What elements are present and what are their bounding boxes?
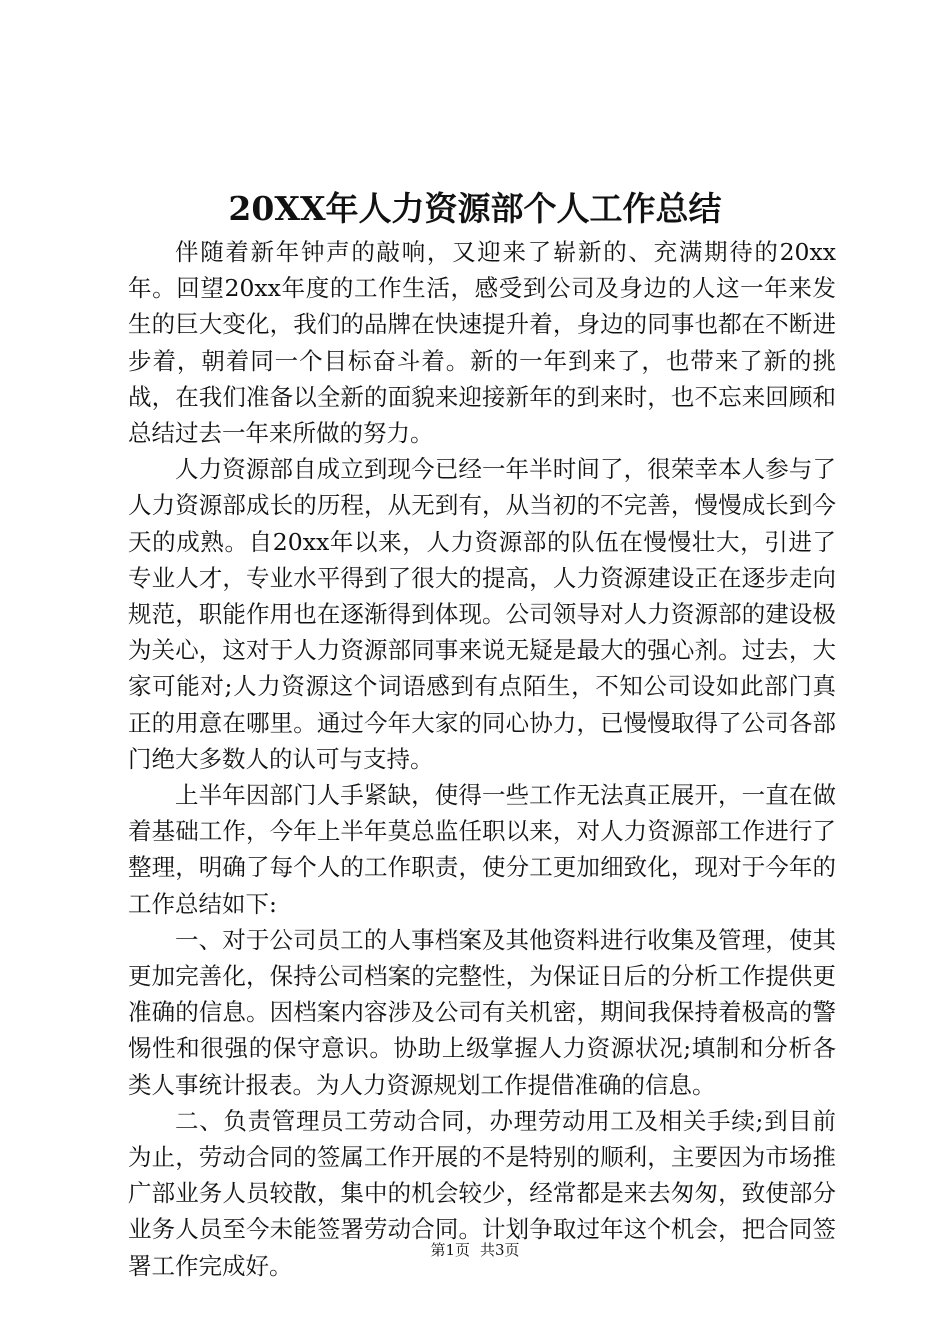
- page-footer: [0, 1240, 950, 1260]
- paragraph: 上半年因部门人手紧缺，使得一些工作无法真正展开，一直在做着基础工作，今年上半年莫总监任职以来，对人力资源部工作进行了整理，明确了每个人的工作职责，使分工更加细致化，现对于今年的工作总结如下:: [128, 781, 836, 918]
- paragraph: 人力资源部自成立到现今已经一年半时间了，很荣幸本人参与了人力资源部成长的历程，从无到有，从当初的不完善，慢慢成长到今天的成熟。自20xx年以来，人力资源部的队伍在慢慢壮大，引进了专业人才，专业水平得到了很大的提高，人力资源建设正在逐步走向规范，职能作用也在逐渐得到体现。公司领导对人力资源部的建设极为关心，这对于人力资源部同事来说无疑是最大的强心剂。过去，大家可能对;人力资源这个词语感到有点陌生，不知公司设如此部门真正的用意在哪里。通过今年大家的同心协力，已慢慢取得了公司各部门绝大多数人的认可与支持。: [128, 455, 836, 773]
- paragraph: 二、负责管理员工劳动合同，办理劳动用工及相关手续;到目前为止，劳动合同的签属工作开展的不是特别的顺利，主要因为市场推广部业务人员较散，集中的机会较少，经常都是来去匆匆，致使部分业务人员至今未能签署劳动合同。计划争取过年这个机会，把合同签署工作完成好。: [128, 1106, 836, 1280]
- document-title: 20XX年人力资源部个人工作总结: [228, 189, 722, 228]
- paragraph: 一、对于公司员工的人事档案及其他资料进行收集及管理，使其更加完善化，保持公司档案的完整性，为保证日后的分析工作提供更准确的信息。因档案内容涉及公司有关机密，期间我保持着极高的警惕性和很强的保守意识。协助上级掌握人力资源状况;填制和分析各类人事统计报表。为人力资源规划工作提借准确的信息。: [128, 925, 836, 1099]
- page-number-current: 第1页: [430, 1241, 470, 1259]
- document-body: [128, 234, 836, 1284]
- page-number-total: 共3页: [480, 1241, 520, 1259]
- paragraph: 伴随着新年钟声的敲响，又迎来了崭新的、充满期待的20xx年。回望20xx年度的工作生活，感受到公司及身边的人这一年来发生的巨大变化，我们的品牌在快速提升着，身边的同事也都在不断进步着，朝着同一个目标奋斗着。新的一年到来了，也带来了新的挑战，在我们准备以全新的面貌来迎接新年的到来时，也不忘来回顾和总结过去一年来所做的努力。: [128, 238, 836, 448]
